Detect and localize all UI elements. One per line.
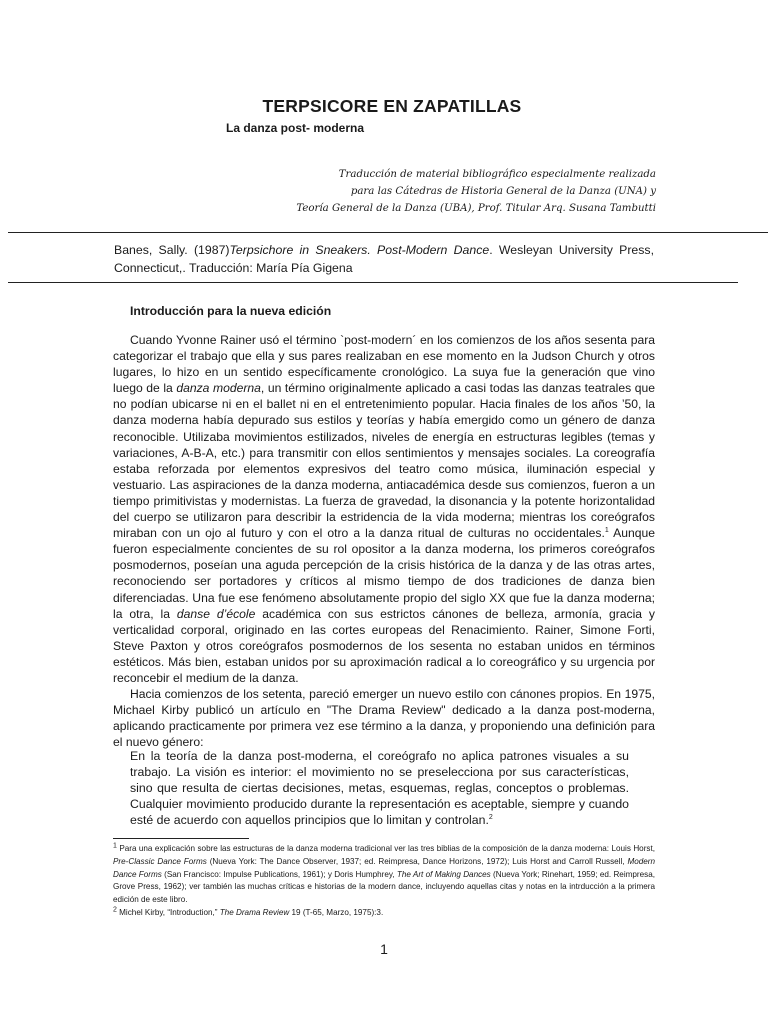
translation-credit: [226, 166, 656, 217]
bibliographic-reference: [114, 241, 654, 277]
page-number: 1: [380, 941, 388, 957]
credit-line: Traducción de material bibliográfico especialmente realizada: [338, 169, 656, 180]
footnote: $^2$ Michel Kirby, “Introduction,” The Drama Review 19 (T-65, Marzo, 1975):3.: [113, 906, 384, 917]
paragraph: Hacia comienzos de los setenta, pareció emerger un nuevo estilo con cánones propios. En 1975, Michael Kirby publicó un artículo en "The Drama Review" dedicado a la danza post-moderna, aplicando practicamente por primera vez ese término a la danza, y proponiendo una definición para el nuevo género:: [113, 687, 655, 750]
reference-book-title: Terpsichore in Sneakers. Post-Modern Dance: [229, 243, 490, 257]
section-heading: Introducción para la nueva edición: [130, 304, 332, 318]
reference-author: Banes, Sally. (1987): [114, 243, 230, 257]
reference-details: . Wesleyan University Press, Connecticut,. Traducción: María Pía Gigena: [114, 243, 654, 275]
footnote: $^1$ Para una explicación sobre las estructuras de la danza moderna tradicional ver las tres biblias de la composición de la danza moderna: Louis Horst, Pre-Classic Dance Forms (Nueva York: The Dance Observer, 1937; ed. Reimpresa, Dance Horizons, 1972); Luis Horst and Carroll Russell, Modern Dance Forms (San Francisco: Impulse Publications, 1961); y Doris Humphrey, The Art of Making Dances (Nueva York; Rinehart, 1959; ed. Reimpresa, Grove Press, 1962); ver también las muchas críticas e historias de la modern dance, incluyendo aquellas citas y notas en la intrducción a la primera edición de este libro.: [113, 842, 656, 905]
footnote-divider: [113, 838, 249, 839]
footnote-ref[interactable]: 1: [604, 527, 609, 535]
block-quote: En la teoría de la danza post-moderna, el coreógrafo no aplica patrones visuales a su trabajo. La visión es interior: el movimiento no se preselecciona por sus características, sino que resulta de ciertas decisiones, metas, esquemas, reglas, conceptos o problemas. Cualquier movimiento producido durante la representación es aceptable, siempre y cuando esté de acuerdo con aquellos principios que lo limitan y controlan.$^2$: [130, 749, 629, 828]
top-divider: [8, 232, 768, 233]
credit-line: Teoría General de la Danza (UBA), Prof. Titular Arq. Susana Tambutti: [296, 203, 656, 214]
paragraph: Cuando Yvonne Rainer usó el término `post-modern´ en los comienzos de los años sesenta para categorizar el trabajo que ella y sus pares realizaban en ese momento en la Judson Church y otros lugares, lo hizo en un sentido específicamente cronológico. La suya fue la generación que vino luego de la danza moderna, un término originalmente aplicado a casi todas las danzas teatrales que no podían ubicarse ni en el ballet ni en el entretenimiento popular. Hacia finales de los años ’50, la danza moderna había depurado sus estilos y teorías y había emergido como un género de danza reconocible. Utilizaba movimientos estilizados, niveles de energía en estructuras legibles (temas y variaciones, A-B-A, etc.) para transmitir con ellos sentimientos y mensajes sociales. La coreografía estaba reforzada por elementos expresivos del teatro como música, iluminación especial y vestuario. Las aspiraciones de la danza moderna, antiacadémica desde sus comienzos, fueron a un tiempo primitivistas y modernistas. La fuerza de gravedad, la disonancia y la potente horizontalidad del cuerpo se utilizaron para describir la estridencia de la vida moderna; mientras los coreógrafos miraban con un ojo al futuro y con el otro a la danza ritual de culturas no occidentales.$^1$ Aunque fueron especialmente concientes de su rol opositor a la danza moderna, los primeros coreógrafos posmodernos, poseían una aguda percepción de la crisis histórica de la danza y de las otras artes, reconociendo ser portadores y críticos al mismo tiempo de dos tradiciones de danza bien diferenciadas. Una fue ese fenómeno absolutamente propio del siglo XX que fue la danza moderna; la otra, la danse d’école académica con sus estrictos cánones de belleza, armonía, gracia y verticalidad corporal, originado en las cortes europeas del Renacimiento. Rainer, Simone Forti, Steve Paxton y otros coreógrafos posmodernos de los sesenta no estaban unidos en términos estéticos. Más bien, estaban unidos por su aproximación radical a lo coreográfico y su urgencia por reconcebir el medium de la danza.: [113, 333, 656, 685]
document-title: TERPSICORE EN ZAPATILLAS: [262, 96, 522, 116]
body-text: [113, 332, 655, 750]
footnotes: [113, 843, 655, 920]
credit-line: para las Cátedras de Historia General de la Danza (UNA) y: [350, 186, 656, 197]
document-subtitle: La danza post- moderna: [226, 121, 365, 135]
reference-divider: [8, 282, 738, 283]
footnote-ref[interactable]: 2: [488, 814, 493, 822]
